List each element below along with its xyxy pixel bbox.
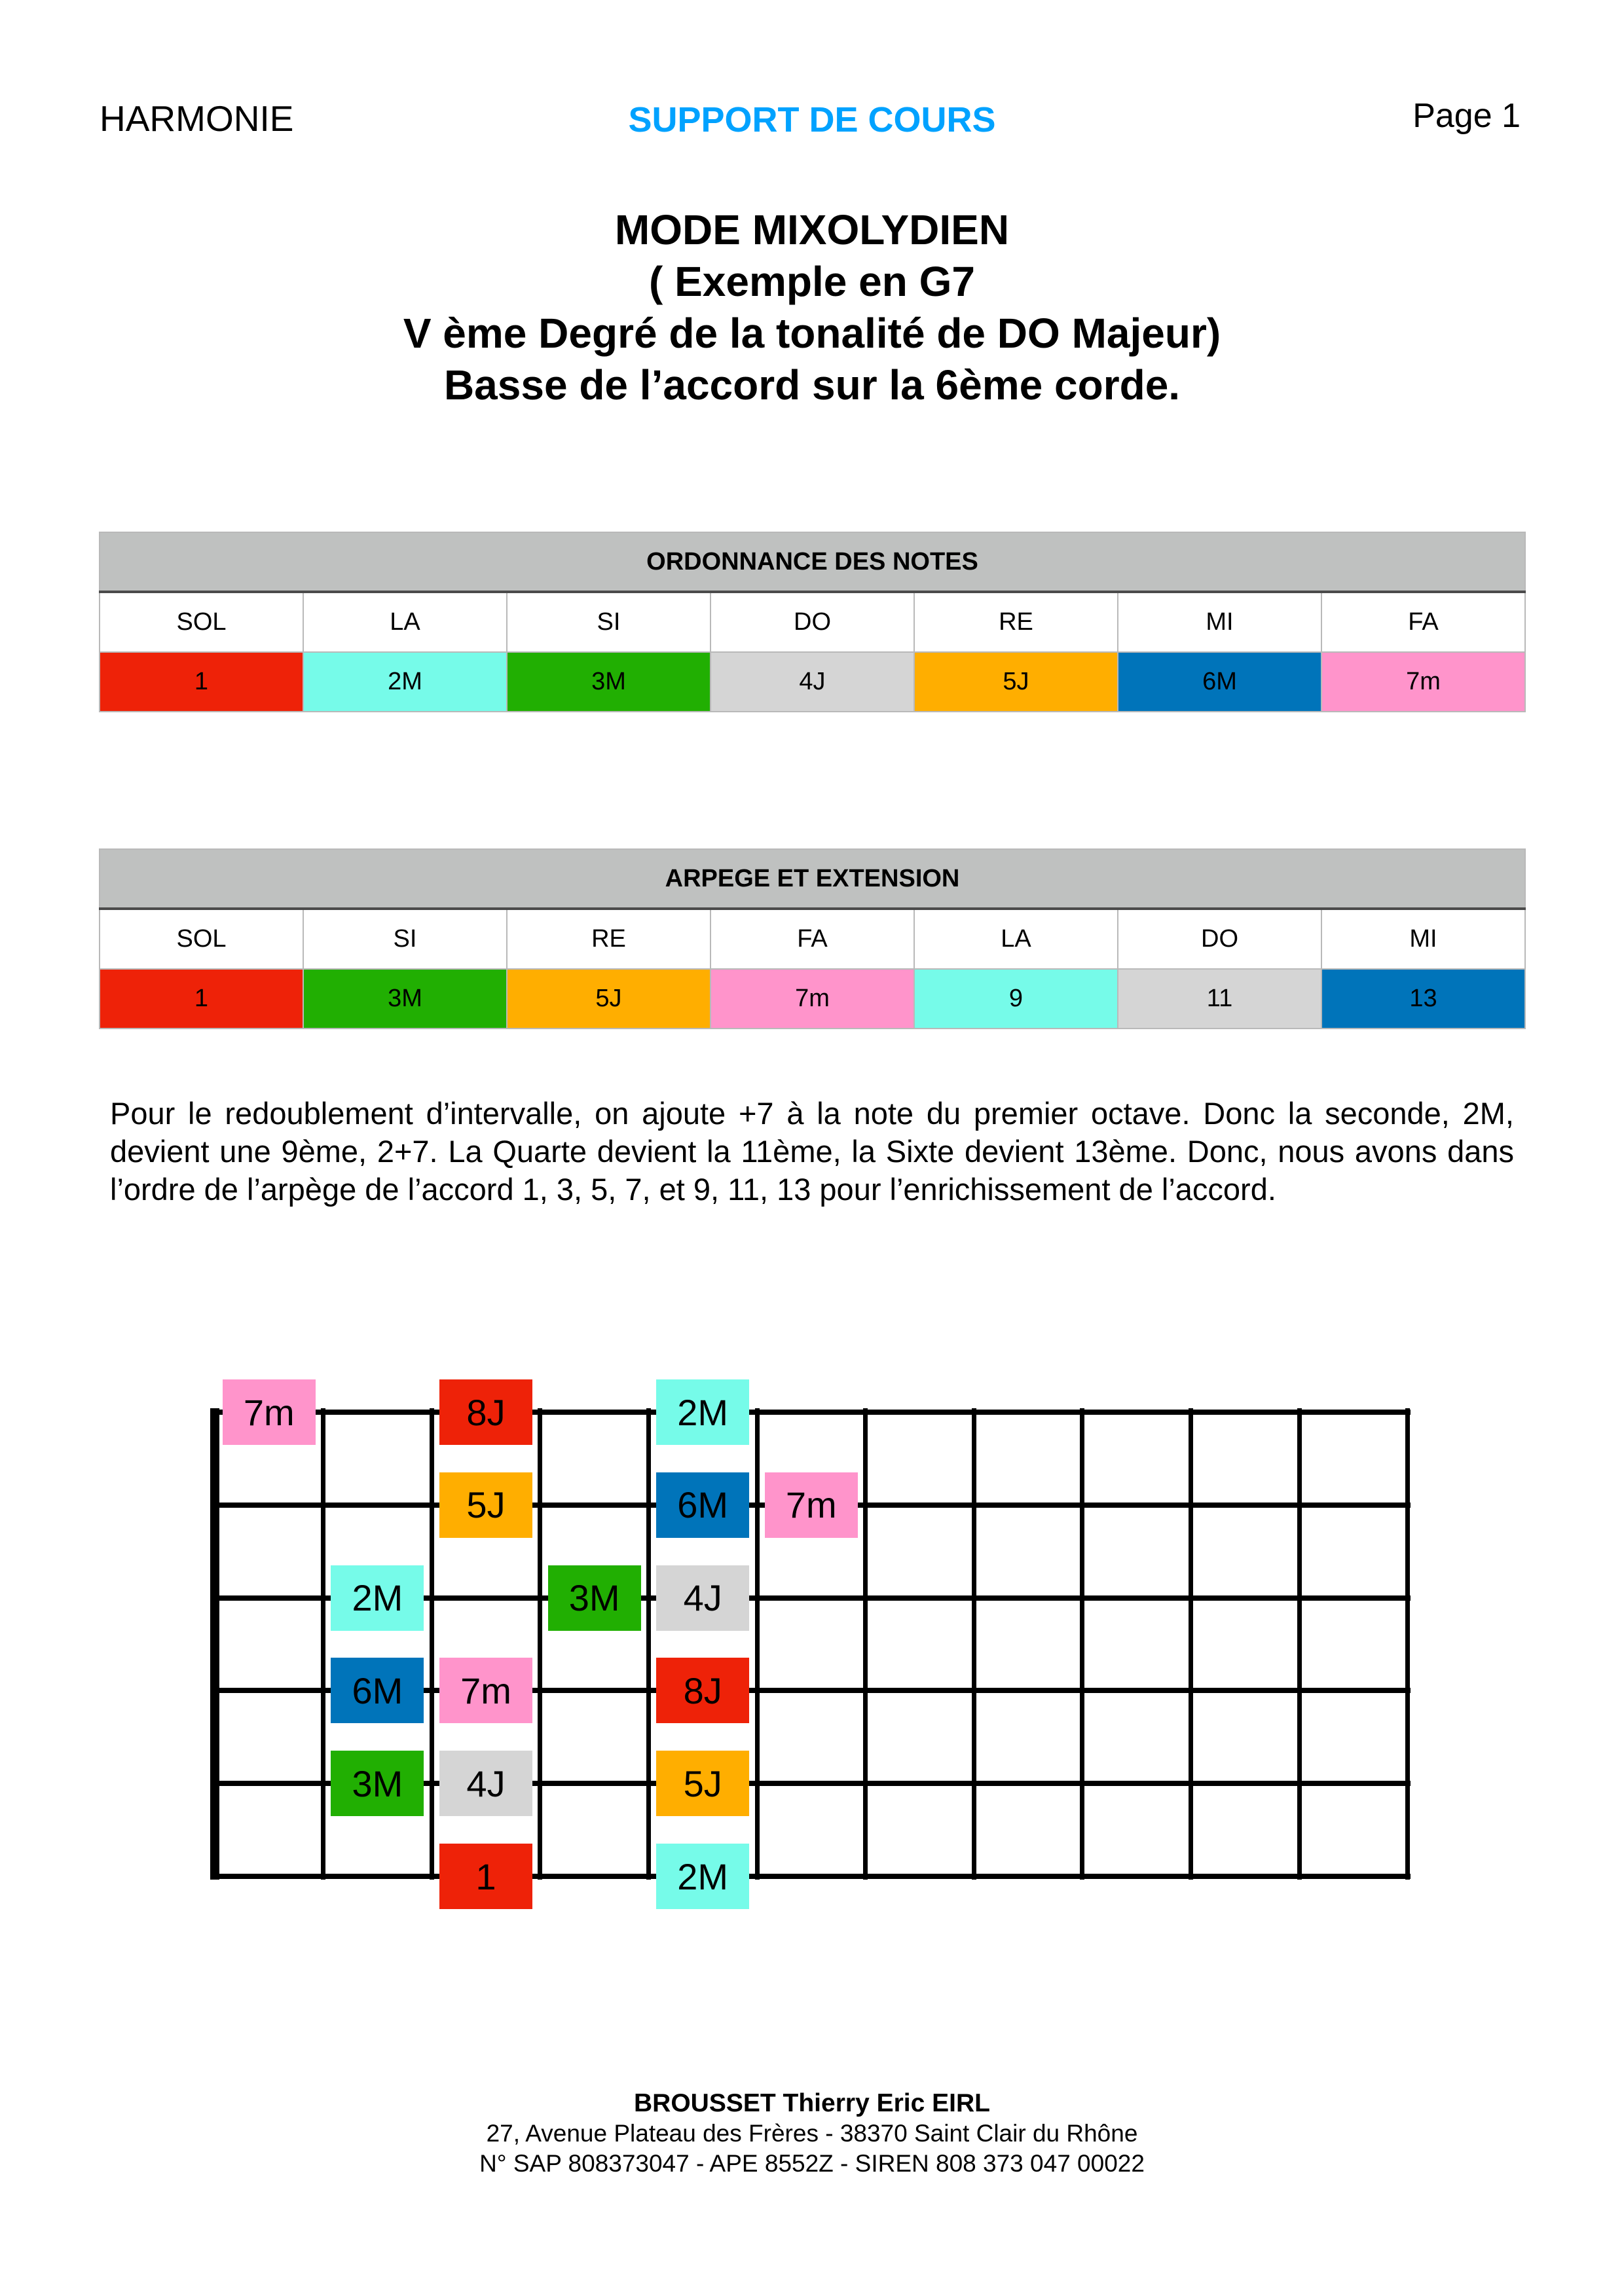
degree-cell: 7m: [710, 969, 914, 1029]
table-row-degrees: [100, 652, 1525, 712]
fret-note-marker: 5J: [656, 1751, 749, 1816]
footer-registration: N° SAP 808373047 - APE 8552Z - SIREN 808 373 047 00022: [479, 2150, 1145, 2177]
note-cell: DO: [710, 592, 914, 652]
title-line-2: ( Exemple en G7: [649, 258, 975, 305]
title-line-4: Basse de l’accord sur la 6ème corde.: [443, 361, 1181, 409]
guitar-string-1: [215, 1410, 1411, 1415]
title-line-3: V ème Degré de la tonalité de DO Majeur): [403, 310, 1221, 357]
fret-line-1: [321, 1408, 325, 1880]
notes-order-table: [99, 532, 1526, 712]
note-cell: LA: [303, 592, 507, 652]
fret-note-marker: 4J: [656, 1565, 749, 1631]
note-cell: RE: [914, 592, 1118, 652]
fret-line-9: [1189, 1408, 1193, 1880]
note-cell: SOL: [100, 592, 303, 652]
table-row-notes: [100, 909, 1525, 969]
fret-line-7: [972, 1408, 976, 1880]
footer-company-name: BROUSSET Thierry Eric EIRL: [634, 2089, 990, 2117]
degree-cell: 3M: [507, 652, 710, 712]
table-row-degrees: [100, 969, 1525, 1029]
degree-cell: 4J: [710, 652, 914, 712]
fret-note-marker: 8J: [439, 1379, 532, 1445]
degree-cell: 1: [100, 969, 303, 1029]
fret-line-5: [755, 1408, 760, 1880]
degree-cell: 6M: [1118, 652, 1321, 712]
fret-note-marker: 8J: [656, 1658, 749, 1723]
note-cell: FA: [710, 909, 914, 969]
fret-line-4: [646, 1408, 651, 1880]
fret-note-marker: 6M: [656, 1472, 749, 1538]
fret-note-marker: 5J: [439, 1472, 532, 1538]
fret-line-6: [863, 1408, 868, 1880]
footer: [0, 2088, 1624, 2179]
degree-cell: 9: [914, 969, 1118, 1029]
header-course-label: SUPPORT DE COURS: [628, 100, 996, 139]
degree-cell: 3M: [303, 969, 507, 1029]
fret-note-marker: 2M: [656, 1379, 749, 1445]
note-cell: SOL: [100, 909, 303, 969]
fret-note-marker: 6M: [331, 1658, 424, 1723]
fret-note-marker: 3M: [548, 1565, 641, 1631]
degree-cell: 1: [100, 652, 303, 712]
note-cell: RE: [507, 909, 710, 969]
note-cell: LA: [914, 909, 1118, 969]
table-row-notes: [100, 592, 1525, 652]
fret-line-8: [1080, 1408, 1084, 1880]
guitar-string-6: [215, 1874, 1411, 1879]
degree-cell: 2M: [303, 652, 507, 712]
table-header: ARPEGE ET EXTENSION: [100, 849, 1525, 909]
page-title: [0, 204, 1624, 411]
fret-line-3: [538, 1408, 542, 1880]
degree-cell: 7m: [1321, 652, 1525, 712]
fret-note-marker: 7m: [765, 1472, 858, 1538]
footer-address: 27, Avenue Plateau des Frères - 38370 Saint Clair du Rhône: [486, 2120, 1138, 2147]
arpeggio-extension-table: [99, 848, 1526, 1029]
note-cell: DO: [1118, 909, 1321, 969]
fret-note-marker: 1: [439, 1844, 532, 1909]
fret-note-marker: 2M: [656, 1844, 749, 1909]
guitar-nut: [210, 1408, 219, 1880]
note-cell: SI: [303, 909, 507, 969]
fret-note-marker: 7m: [223, 1379, 316, 1445]
header-subject: HARMONIE: [100, 98, 294, 139]
fret-note-marker: 3M: [331, 1751, 424, 1816]
title-line-1: MODE MIXOLYDIEN: [614, 206, 1010, 253]
fret-note-marker: 2M: [331, 1565, 424, 1631]
note-cell: MI: [1118, 592, 1321, 652]
degree-cell: 5J: [914, 652, 1118, 712]
note-cell: FA: [1321, 592, 1525, 652]
table-header: ORDONNANCE DES NOTES: [100, 532, 1525, 592]
fret-note-marker: 4J: [439, 1751, 532, 1816]
degree-cell: 13: [1321, 969, 1525, 1029]
degree-cell: 11: [1118, 969, 1321, 1029]
fret-line-10: [1297, 1408, 1302, 1880]
explanation-paragraph: Pour le redoublement d’intervalle, on ajoute +7 à la note du premier octave. Donc la seconde, 2M, devient une 9ème, 2+7. La Quarte devient la 11ème, la Sixte devient 13ème. Donc, nous avons dans l’ordre de l’arpège de l’accord 1, 3, 5, 7, et 9, 11, 13 pour l’enrichissement de l’accord.: [110, 1096, 1514, 1207]
fret-line-2: [430, 1408, 434, 1880]
note-cell: SI: [507, 592, 710, 652]
degree-cell: 5J: [507, 969, 710, 1029]
fret-note-marker: 7m: [439, 1658, 532, 1723]
fret-line-11: [1405, 1408, 1410, 1880]
page-number: Page 1: [1412, 97, 1521, 135]
note-cell: MI: [1321, 909, 1525, 969]
